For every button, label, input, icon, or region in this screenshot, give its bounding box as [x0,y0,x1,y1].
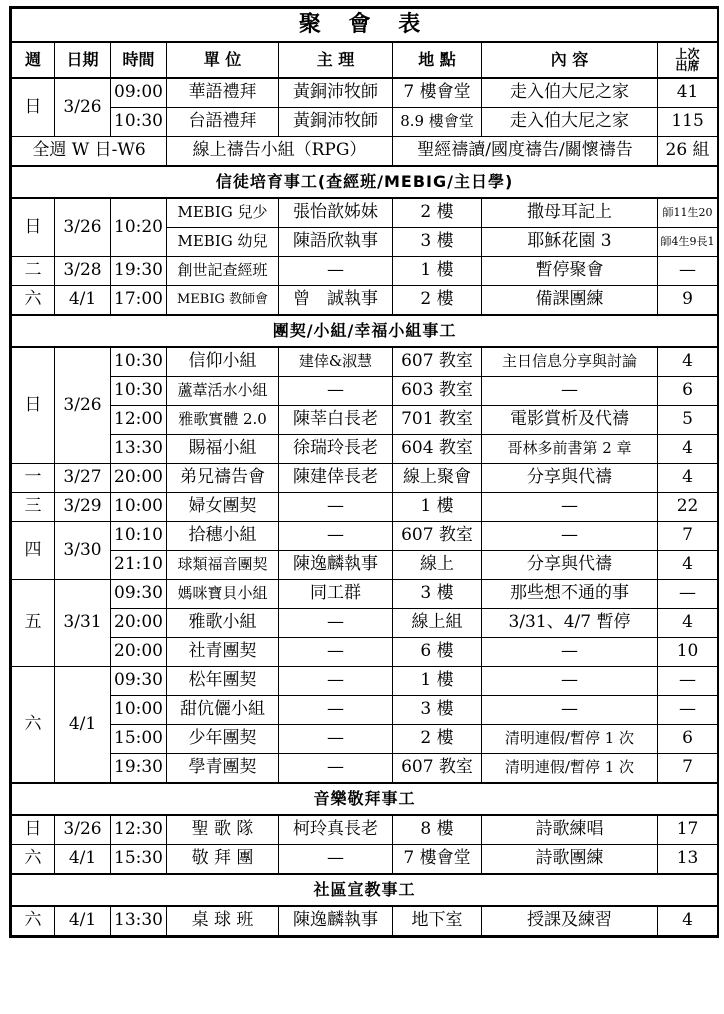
cell-host: 陳語欣執事 [279,228,393,257]
cell-attendance: 5 [658,406,718,435]
cell-place: 7 樓會堂 [393,845,482,875]
cell-date: 3/26 [55,815,111,845]
table-row [12,696,718,725]
cell-host: 同工群 [279,580,393,609]
table-row [12,522,718,551]
cell-content: 清明連假/暫停 1 次 [482,725,658,754]
cell-attendance: 4 [658,906,718,936]
section-row [12,166,718,198]
cell-time: 09:30 [111,667,167,696]
cell-unit: 拾穗小組 [167,522,279,551]
cell-place: 1 樓 [393,667,482,696]
cell-host: 曾 誠執事 [279,286,393,316]
cell-time: 20:00 [111,638,167,667]
cell-content: 走入伯大尼之家 [482,108,658,137]
table-row [12,845,718,875]
cell-content: — [482,638,658,667]
cell-place: 6 樓 [393,638,482,667]
cell-unit: 蘆葦活水小組 [167,377,279,406]
cell-host: 徐瑞玲長老 [279,435,393,464]
cell-host: — [279,609,393,638]
table-row [12,257,718,286]
cell-attendance: 4 [658,609,718,638]
cell-place: 3 樓 [393,696,482,725]
table-row [12,667,718,696]
cell-attendance: 4 [658,551,718,580]
cell-content: 哥林多前書第 2 章 [482,435,658,464]
header-content: 內 容 [482,42,658,78]
cell-unit: 雅歌實體 2.0 [167,406,279,435]
cell-place: 3 樓 [393,228,482,257]
cell-date: 3/26 [55,347,111,464]
cell-unit: 信仰小組 [167,347,279,377]
table-row [12,609,718,638]
section-row [12,874,718,906]
cell-place: 701 教室 [393,406,482,435]
cell-attendance: 9 [658,286,718,316]
cell-date: 4/1 [55,845,111,875]
cell-time: 15:30 [111,845,167,875]
cell-content: — [482,377,658,406]
table-row [12,198,718,228]
header-last-top: 上次 [675,47,700,61]
cell-week: 六 [12,667,55,784]
cell-unit: 敬 拜 團 [167,845,279,875]
cell-host: — [279,522,393,551]
cell-week: 日 [12,78,55,137]
cell-time: 19:30 [111,754,167,784]
cell-content: 聖經禱讀/國度禱告/關懷禱告 [393,137,658,167]
table-row [12,815,718,845]
cell-attendance: 4 [658,435,718,464]
cell-time: 12:30 [111,815,167,845]
cell-time: 10:00 [111,696,167,725]
cell-unit: MEBIG 兒少 [167,198,279,228]
cell-date: 4/1 [55,906,111,936]
header-host: 主 理 [279,42,393,78]
header-row [12,42,718,78]
cell-attendance: 6 [658,377,718,406]
cell-unit: 學青團契 [167,754,279,784]
cell-time: 10:20 [111,198,167,257]
table-row [12,638,718,667]
cell-week: 一 [12,464,55,493]
cell-attendance: 7 [658,522,718,551]
cell-host: — [279,667,393,696]
cell-host: 陳建倖長老 [279,464,393,493]
cell-attendance: 22 [658,493,718,522]
cell-time: 17:00 [111,286,167,316]
cell-time: 12:00 [111,406,167,435]
cell-unit: 弟兄禱告會 [167,464,279,493]
page-title: 聚 會 表 [12,9,718,43]
cell-content: 分享與代禱 [482,464,658,493]
header-place: 地 點 [393,42,482,78]
cell-week: 二 [12,257,55,286]
header-date: 日期 [55,42,111,78]
cell-unit: 線上禱告小組（RPG） [167,137,393,167]
section-row [12,783,718,815]
header-time: 時間 [111,42,167,78]
cell-attendance: 10 [658,638,718,667]
cell-place: 8 樓 [393,815,482,845]
cell-place: 607 教室 [393,347,482,377]
cell-place: 1 樓 [393,257,482,286]
cell-host: 黃銅沛牧師 [279,78,393,108]
cell-weekly-label: 全週 W 日-W6 [12,137,167,167]
section-title-fellowship: 團契/小組/幸福小組事工 [12,315,718,347]
header-week: 週 [12,42,55,78]
table-row [12,347,718,377]
cell-host: — [279,696,393,725]
cell-attendance: 115 [658,108,718,137]
cell-attendance: 師11生20 [658,198,718,228]
cell-unit: 創世記查經班 [167,257,279,286]
table-row [12,754,718,784]
cell-host: 陳逸麟執事 [279,906,393,936]
cell-week: 日 [12,815,55,845]
table-row [12,137,718,167]
cell-time: 20:00 [111,464,167,493]
cell-date: 4/1 [55,667,111,784]
cell-time: 19:30 [111,257,167,286]
cell-date: 3/27 [55,464,111,493]
cell-time: 20:00 [111,609,167,638]
cell-time: 13:30 [111,906,167,936]
section-title-education: 信徒培育事工(查經班/MEBIG/主日學) [12,166,718,198]
cell-place: 線上組 [393,609,482,638]
cell-place: 607 教室 [393,522,482,551]
header-last-attendance [658,42,718,78]
cell-date: 3/30 [55,522,111,580]
cell-host: 張怡歆姊妹 [279,198,393,228]
cell-attendance: — [658,580,718,609]
title-row [12,9,718,43]
cell-date: 3/31 [55,580,111,667]
cell-attendance: 17 [658,815,718,845]
cell-attendance: 26 組 [658,137,718,167]
cell-week: 六 [12,286,55,316]
cell-content: 走入伯大尼之家 [482,78,658,108]
cell-content: 分享與代禱 [482,551,658,580]
cell-content: 那些想不通的事 [482,580,658,609]
cell-host: 柯玲真長老 [279,815,393,845]
cell-time: 10:10 [111,522,167,551]
cell-week: 四 [12,522,55,580]
cell-place: 3 樓 [393,580,482,609]
cell-unit: 雅歌小組 [167,609,279,638]
cell-host: — [279,257,393,286]
schedule-table [11,8,718,936]
cell-attendance: 7 [658,754,718,784]
cell-host: 陳逸麟執事 [279,551,393,580]
cell-place: 地下室 [393,906,482,936]
cell-place: 603 教室 [393,377,482,406]
section-title-music: 音樂敬拜事工 [12,783,718,815]
cell-attendance: 4 [658,347,718,377]
cell-week: 日 [12,198,55,257]
cell-unit: 華語禮拜 [167,78,279,108]
cell-time: 10:30 [111,108,167,137]
cell-place: 8.9 樓會堂 [393,108,482,137]
cell-place: 607 教室 [393,754,482,784]
cell-date: 3/26 [55,198,111,257]
cell-content: — [482,493,658,522]
section-title-community: 社區宣教事工 [12,874,718,906]
cell-attendance: — [658,696,718,725]
cell-host: 黃銅沛牧師 [279,108,393,137]
cell-attendance: 師4生9長1 [658,228,718,257]
cell-unit: 少年團契 [167,725,279,754]
cell-content: 授課及練習 [482,906,658,936]
cell-host: — [279,493,393,522]
cell-unit: 賜福小組 [167,435,279,464]
cell-week: 日 [12,347,55,464]
cell-attendance: 41 [658,78,718,108]
cell-unit: MEBIG 幼兒 [167,228,279,257]
table-row [12,551,718,580]
cell-unit: 社青團契 [167,638,279,667]
cell-time: 13:30 [111,435,167,464]
table-row [12,906,718,936]
cell-host: — [279,845,393,875]
table-row [12,464,718,493]
cell-content: — [482,667,658,696]
cell-unit: 球類福音團契 [167,551,279,580]
cell-host: — [279,638,393,667]
table-row [12,725,718,754]
cell-content: — [482,522,658,551]
cell-content: 詩歌團練 [482,845,658,875]
cell-content: 電影賞析及代禱 [482,406,658,435]
table-row [12,377,718,406]
cell-week: 六 [12,845,55,875]
cell-attendance: — [658,667,718,696]
table-row [12,286,718,316]
header-last-bottom: 出席 [675,59,700,73]
cell-place: 7 樓會堂 [393,78,482,108]
cell-time: 09:00 [111,78,167,108]
cell-host: 建倖&淑慧 [279,347,393,377]
cell-attendance: 13 [658,845,718,875]
cell-host: — [279,754,393,784]
cell-date: 4/1 [55,286,111,316]
cell-place: 線上 [393,551,482,580]
cell-week: 三 [12,493,55,522]
cell-place: 2 樓 [393,198,482,228]
cell-time: 10:30 [111,377,167,406]
cell-unit: MEBIG 教師會 [167,286,279,316]
cell-host: — [279,377,393,406]
cell-place: 604 教室 [393,435,482,464]
cell-place: 1 樓 [393,493,482,522]
section-row [12,315,718,347]
cell-unit: 婦女團契 [167,493,279,522]
cell-week: 五 [12,580,55,667]
cell-content: 主日信息分享與討論 [482,347,658,377]
cell-unit: 媽咪寶貝小組 [167,580,279,609]
cell-content: 詩歌練唱 [482,815,658,845]
cell-date: 3/29 [55,493,111,522]
cell-unit: 台語禮拜 [167,108,279,137]
cell-date: 3/28 [55,257,111,286]
cell-place: 2 樓 [393,725,482,754]
table-row [12,78,718,108]
cell-content: 撒母耳記上 [482,198,658,228]
cell-content: 備課團練 [482,286,658,316]
cell-time: 21:10 [111,551,167,580]
cell-unit: 桌 球 班 [167,906,279,936]
header-unit: 單 位 [167,42,279,78]
cell-attendance: — [658,257,718,286]
table-row [12,406,718,435]
cell-time: 10:30 [111,347,167,377]
cell-place: 2 樓 [393,286,482,316]
cell-content: — [482,696,658,725]
cell-content: 3/31、4/7 暫停 [482,609,658,638]
cell-content: 暫停聚會 [482,257,658,286]
table-row [12,435,718,464]
schedule-sheet [9,6,719,938]
cell-unit: 聖 歌 隊 [167,815,279,845]
table-row [12,493,718,522]
cell-unit: 甜伉儷小組 [167,696,279,725]
cell-place: 線上聚會 [393,464,482,493]
cell-date: 3/26 [55,78,111,137]
table-row [12,580,718,609]
cell-week: 六 [12,906,55,936]
cell-unit: 松年團契 [167,667,279,696]
cell-content: 清明連假/暫停 1 次 [482,754,658,784]
cell-attendance: 6 [658,725,718,754]
cell-time: 15:00 [111,725,167,754]
cell-host: 陳莘白長老 [279,406,393,435]
cell-host: — [279,725,393,754]
cell-time: 10:00 [111,493,167,522]
cell-content: 耶穌花園 3 [482,228,658,257]
cell-time: 09:30 [111,580,167,609]
cell-attendance: 4 [658,464,718,493]
table-row [12,108,718,137]
